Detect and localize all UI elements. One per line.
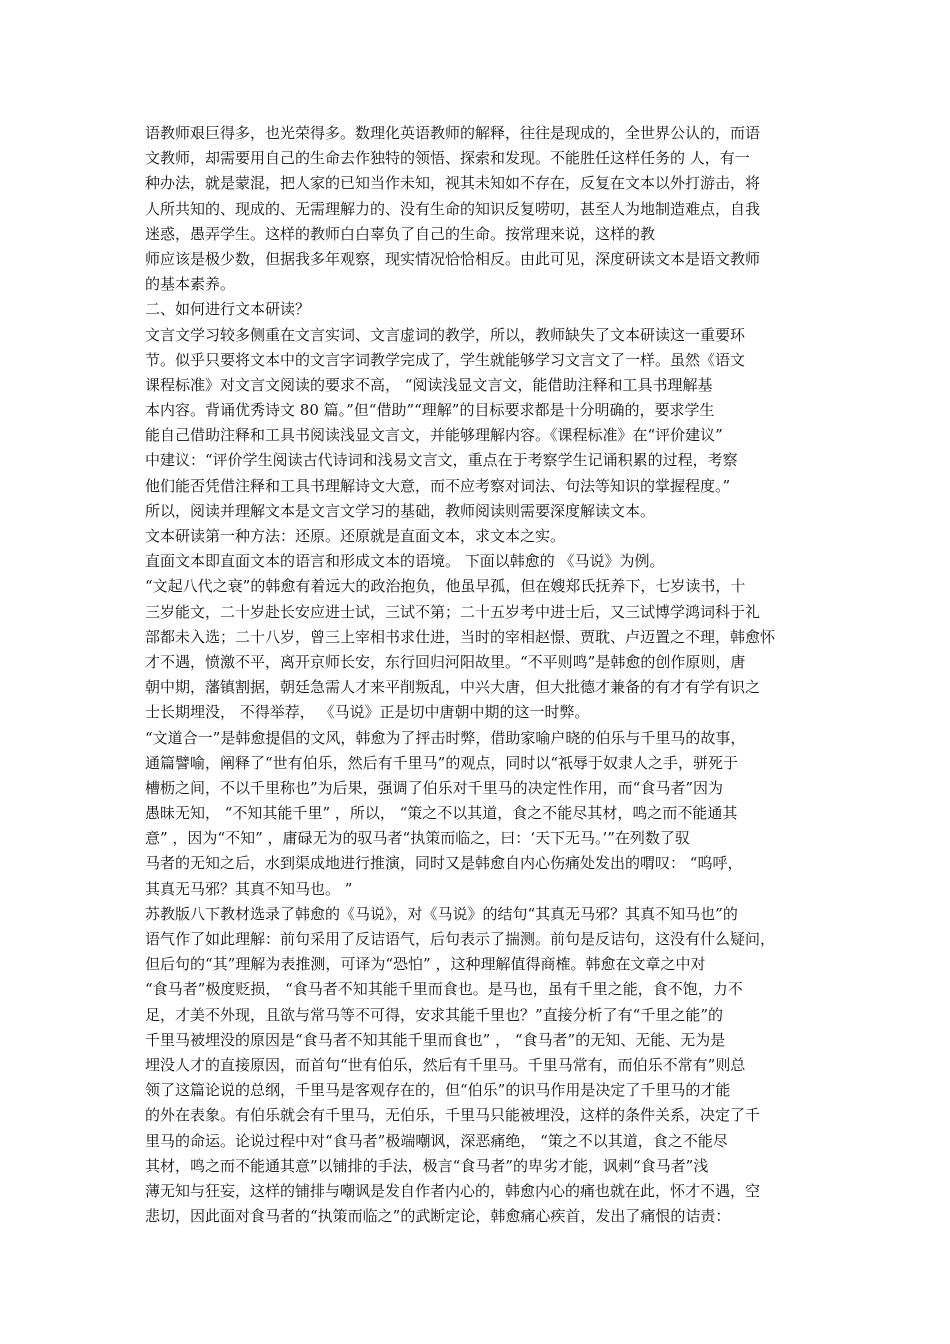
text-line: 士长期埋没， 不得举荐， 《马说》正是切中唐朝中期的这一时弊。 <box>145 703 590 722</box>
text-line: 朝中期，藩镇割据，朝廷急需人才来平削叛乱，中兴大唐，但大批德才兼备的有才有学有识之 <box>145 678 761 697</box>
text-line: 文教师，却需要用自己的生命去作独特的领悟、探索和发现。不能胜任这样任务的 人，有一 <box>145 149 750 168</box>
text-line: 种办法，就是蒙混，把人家的已知当作未知，视其未知如不存在，反复在文本以外打游击，将 <box>145 174 761 193</box>
text-line: 所以，阅读并理解文本是文言文学习的基础，教师阅读则需要深度解读文本。 <box>145 501 656 520</box>
text-line: 的基本素养。 <box>145 275 236 294</box>
text-line: 其真无马邪？其真不知马也。 ” <box>145 879 353 898</box>
text-line: 能自己借助注释和工具书阅读浅显文言文，并能够理解内容。《课程标准》在“评价建议” <box>145 426 723 445</box>
text-line: 三岁能文，二十岁赴长安应进士试，三试不第；二十五岁考中进士后，又三试博学鸿词科于礼 <box>145 602 761 621</box>
text-line: 迷惑，愚弄学生。这样的教师白白辜负了自己的生命。按常理来说，这样的教 <box>145 224 656 243</box>
document-body <box>145 121 810 1229</box>
text-line: 才不遇，愤激不平，离开京师长安，东行回归河阳故里。“不平则鸣”是韩愈的创作原则，唐 <box>145 652 746 671</box>
text-line: 师应该是极少数，但据我多年观察，现实情况恰恰相反。由此可见，深度研读文本是语文教师 <box>145 249 761 268</box>
text-line: 文言文学习较多侧重在文言实词、文言虚词的教学，所以，教师缺失了文本研读这一重要环 <box>145 325 746 344</box>
text-line: 本内容。背诵优秀诗文 80 篇。”但“借助”“理解”的目标要求都是十分明确的，要求学生 <box>145 401 715 420</box>
text-line: 人所共知的、现成的、无需理解力的、没有生命的知识反复唠叨，甚至人为地制造难点，自我 <box>145 199 761 218</box>
text-line: 苏教版八下教材选录了韩愈的《马说》，对《马说》的结句“其真无马邪？其真不知马也”的 <box>145 904 738 923</box>
text-line: 领了这篇论说的总纲，千里马是客观存在的，但“伯乐”的识马作用是决定了千里马的才能 <box>145 1081 731 1100</box>
text-line: 节。似乎只要将文本中的文言字词教学完成了，学生就能够学习文言文了一样。虽然《语文 <box>145 350 746 369</box>
text-line: 部都未入选；二十八岁，曾三上宰相书求仕进，当时的宰相赵憬、贾耽、卢迈置之不理，韩愈怀 <box>145 627 776 646</box>
text-line: 的外在表象。有伯乐就会有千里马，无伯乐，千里马只能被埋没，这样的条件关系，决定了千 <box>145 1106 761 1125</box>
text-line: 愚昧无知， “不知其能千里” ，所以， “策之不以其道，食之不能尽其材，鸣之而不能通其 <box>145 804 738 823</box>
text-line: 他们能否凭借注释和工具书理解诗文大意，而不应考察对词法、句法等知识的掌握程度。” <box>145 476 731 495</box>
text-line: 悲切，因此面对食马者的“执策而临之”的武断定论，韩愈痛心疾首，发出了痛恨的诘责： <box>145 1207 731 1226</box>
text-line: 埋没人才的直接原因，而首句“世有伯乐，然后有千里马。千里马常有，而伯乐不常有”则总 <box>145 1055 746 1074</box>
text-line: 文本研读第一种方法：还原。还原就是直面文本，求文本之实。 <box>145 527 566 545</box>
text-line: 直面文本即直面文本的语言和形成文本的语境。 下面以韩愈的 《马说》为例。 <box>145 552 665 571</box>
text-line: 意” ，因为“不知” ，庸碌无为的驭马者“执策而临之，曰：‘天下无马。’”在列数了驭 <box>145 829 690 848</box>
text-line: “食马者”极度贬损， “食马者不知其能千里而食也。是马也，虽有千里之能，食不饱，力不 <box>145 980 743 999</box>
text-line: 槽枥之间，不以千里称也”为后果，强调了伯乐对千里马的决定性作用，而“食马者”因为 <box>145 778 724 797</box>
text-line: 语气作了如此理解：前句采用了反诘语气，后句表示了揣测。前句是反诘句，这没有什么疑问， <box>145 930 776 948</box>
text-line: 但后句的“其”理解为表推测，可译为“恐怕” ，这种理解值得商榷。韩愈在文章之中对 <box>145 955 706 974</box>
text-line: 通篇譬喻，阐释了“世有伯乐，然后有千里马”的观点，同时以“祇辱于奴隶人之手，骈死于 <box>145 753 739 772</box>
text-line: 里马的命运。论说过程中对“食马者”极端嘲讽，深恶痛绝， “策之不以其道，食之不能尽 <box>145 1131 728 1150</box>
text-line: “文道合一”是韩愈提倡的文风，韩愈为了抨击时弊，借助家喻户晓的伯乐与千里马的故事， <box>145 728 746 747</box>
text-line: 薄无知与狂妄，这样的铺排与嘲讽是发自作者内心的，韩愈内心的痛也就在此，怀才不遇，空 <box>145 1181 761 1200</box>
text-line: 中建议：“评价学生阅读古代诗词和浅易文言文，重点在于考察学生记诵积累的过程，考察 <box>145 451 738 470</box>
text-line: “文起八代之衰”的韩愈有着远大的政治抱负，他虽早孤，但在嫂郑氏抚养下，七岁读书，十 <box>145 577 746 596</box>
text-line: 马者的无知之后，水到渠成地进行推演，同时又是韩愈自内心伤痛处发出的喟叹： “呜呼， <box>145 854 743 873</box>
text-line: 语教师艰巨得多，也光荣得多。数理化英语教师的解释，往往是现成的，全世界公认的，而语 <box>145 124 761 142</box>
text-line: 其材，鸣之而不能通其意”以铺排的手法，极言“食马者”的卑劣才能，讽刺“食马者”浅 <box>145 1156 709 1175</box>
text-line: 课程标准》对文言文阅读的要求不高， “阅读浅显文言文，能借助注释和工具书理解基 <box>145 375 713 394</box>
text-line: 足，才美不外现，且欲与常马等不可得，安求其能千里也？”直接分析了有“千里之能”的 <box>145 1005 724 1024</box>
section-heading: 二、如何进行文本研读？ <box>145 300 311 319</box>
text-line: 千里马被埋没的原因是“食马者不知其能千里而食也” ， “食马者”的无知、无能、无为是 <box>145 1030 726 1049</box>
